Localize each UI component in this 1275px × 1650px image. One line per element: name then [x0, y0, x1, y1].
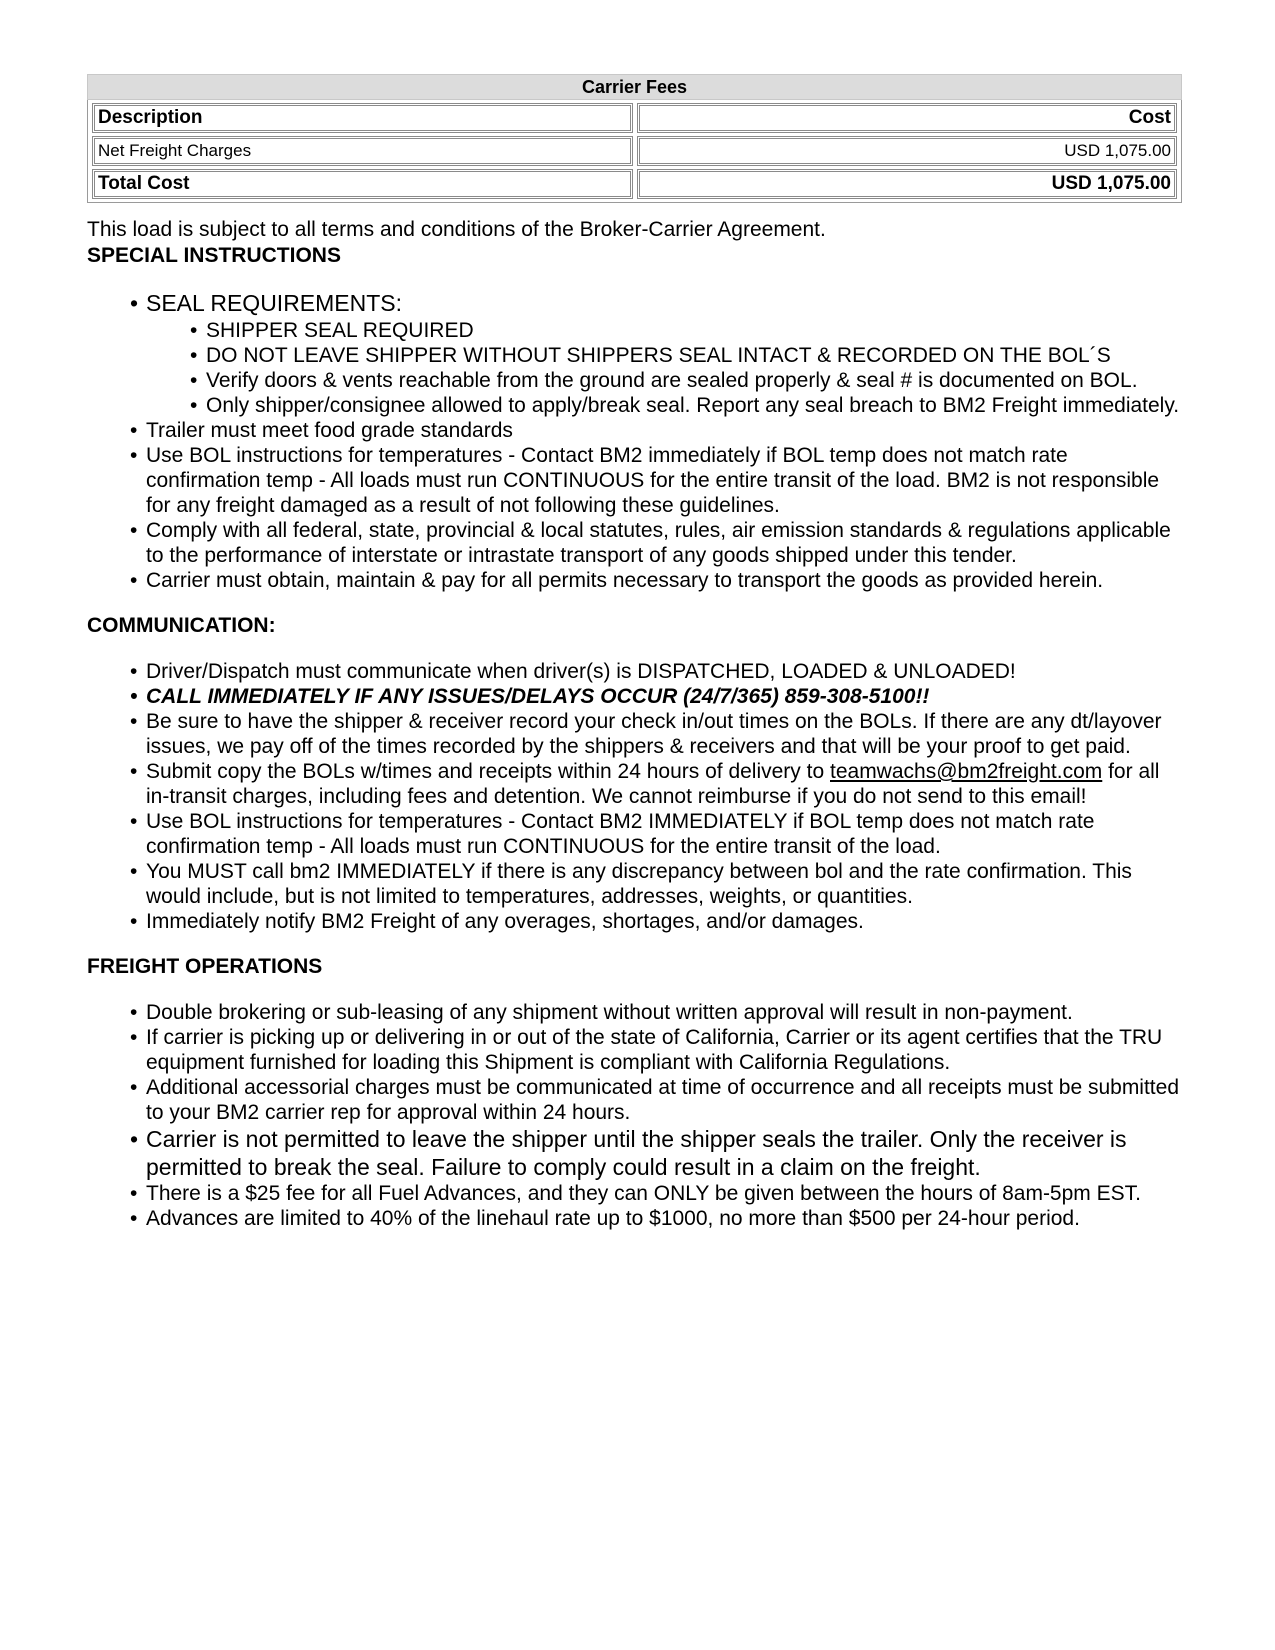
- communication-heading: COMMUNICATION:: [87, 614, 276, 637]
- communication-list: [130, 659, 1182, 934]
- table-header-row: [92, 103, 1177, 133]
- email-link[interactable]: teamwachs@bm2freight.com: [830, 760, 1103, 783]
- list-item: • Additional accessorial charges must be communicated at time of occurrence and all receipts must be submitted to your BM2 carrier rep for approval within 24 hours.: [130, 1075, 1182, 1125]
- cost-column-header: Cost: [637, 103, 1178, 133]
- freight-operations-heading: FREIGHT OPERATIONS: [87, 955, 323, 978]
- total-row: [92, 169, 1177, 199]
- table-row: [92, 136, 1177, 166]
- freight-operations-list: [130, 1000, 1182, 1231]
- terms-statement: This load is subject to all terms and conditions of the Broker-Carrier Agreement.: [87, 218, 826, 241]
- list-item: • Be sure to have the shipper & receiver record your check in/out times on the BOLs. If there are any dt/layover issues, we pay off of the times recorded by the shippers & receivers and that will be your proof to get paid.: [130, 709, 1182, 759]
- list-item: [130, 289, 1182, 418]
- seal-requirements-list: [190, 318, 1182, 418]
- list-item: • Advances are limited to 40% of the linehaul rate up to $1000, no more than $500 per 24-hour period.: [130, 1206, 1182, 1231]
- document-page: [87, 74, 1182, 1231]
- special-instructions-list: [130, 289, 1182, 593]
- description-column-header: Description: [92, 103, 633, 133]
- seal-requirements-title: SEAL REQUIREMENTS:: [146, 290, 403, 316]
- list-item: • CALL IMMEDIATELY IF ANY ISSUES/DELAYS OCCUR (24/7/365) 859-308-5100!!: [130, 684, 1182, 709]
- fees-table-title: Carrier Fees: [87, 74, 1182, 100]
- fee-cost: USD 1,075.00: [637, 136, 1178, 166]
- list-item: [130, 759, 1182, 809]
- list-item: • Use BOL instructions for temperatures - Contact BM2 immediately if BOL temp does not match rate confirmation temp - All loads must run CONTINUOUS for the entire transit of the load. BM2 is not responsible for any freight damaged as a result of not following these guidelines.: [130, 443, 1182, 518]
- list-item: • Double brokering or sub-leasing of any shipment without written approval will result in non-payment.: [130, 1000, 1182, 1025]
- list-item: • Carrier must obtain, maintain & pay for all permits necessary to transport the goods as provided herein.: [130, 568, 1182, 593]
- list-item: • Verify doors & vents reachable from the ground are sealed properly & seal # is documented on BOL.: [190, 368, 1182, 393]
- fees-table: [87, 100, 1182, 203]
- list-item: • Immediately notify BM2 Freight of any overages, shortages, and/or damages.: [130, 909, 1182, 934]
- list-item: • Comply with all federal, state, provincial & local statutes, rules, air emission standards & regulations applicable to the performance of interstate or intrastate transport of any goods shipped under this tender.: [130, 518, 1182, 568]
- list-item: • SHIPPER SEAL REQUIRED: [190, 318, 1182, 343]
- submit-text-end: for all in-transit charges, including fees and detention. We cannot reimburse if you do not send to this email!: [146, 760, 1160, 808]
- list-item: • Trailer must meet food grade standards: [130, 418, 1182, 443]
- list-item: • Use BOL instructions for temperatures - Contact BM2 IMMEDIATELY if BOL temp does not match rate confirmation temp - All loads must run CONTINUOUS for the entire transit of the load.: [130, 809, 1182, 859]
- list-item: • There is a $25 fee for all Fuel Advances, and they can ONLY be given between the hours of 8am-5pm EST.: [130, 1181, 1182, 1206]
- total-label: Total Cost: [92, 169, 633, 199]
- special-instructions-heading: SPECIAL INSTRUCTIONS: [87, 244, 341, 267]
- list-item: • You MUST call bm2 IMMEDIATELY if there is any discrepancy between bol and the rate confirmation. This would include, but is not limited to temperatures, addresses, weights, or quantities.: [130, 859, 1182, 909]
- list-item: • If carrier is picking up or delivering in or out of the state of California, Carrier or its agent certifies that the TRU equipment furnished for loading this Shipment is compliant with California Regulations.: [130, 1025, 1182, 1075]
- fee-description: Net Freight Charges: [92, 136, 633, 166]
- list-item: • Driver/Dispatch must communicate when driver(s) is DISPATCHED, LOADED & UNLOADED!: [130, 659, 1182, 684]
- submit-text-start: Submit copy the BOLs w/times and receipts within 24 hours of delivery to: [146, 760, 830, 783]
- list-item: • Carrier is not permitted to leave the shipper until the shipper seals the trailer. Only the receiver is permitted to break the seal. Failure to comply could result in a claim on the freight.: [130, 1125, 1182, 1181]
- list-item: • Only shipper/consignee allowed to apply/break seal. Report any seal breach to BM2 Freight immediately.: [190, 393, 1182, 418]
- list-item: • DO NOT LEAVE SHIPPER WITHOUT SHIPPERS SEAL INTACT & RECORDED ON THE BOL´S: [190, 343, 1182, 368]
- total-cost: USD 1,075.00: [637, 169, 1178, 199]
